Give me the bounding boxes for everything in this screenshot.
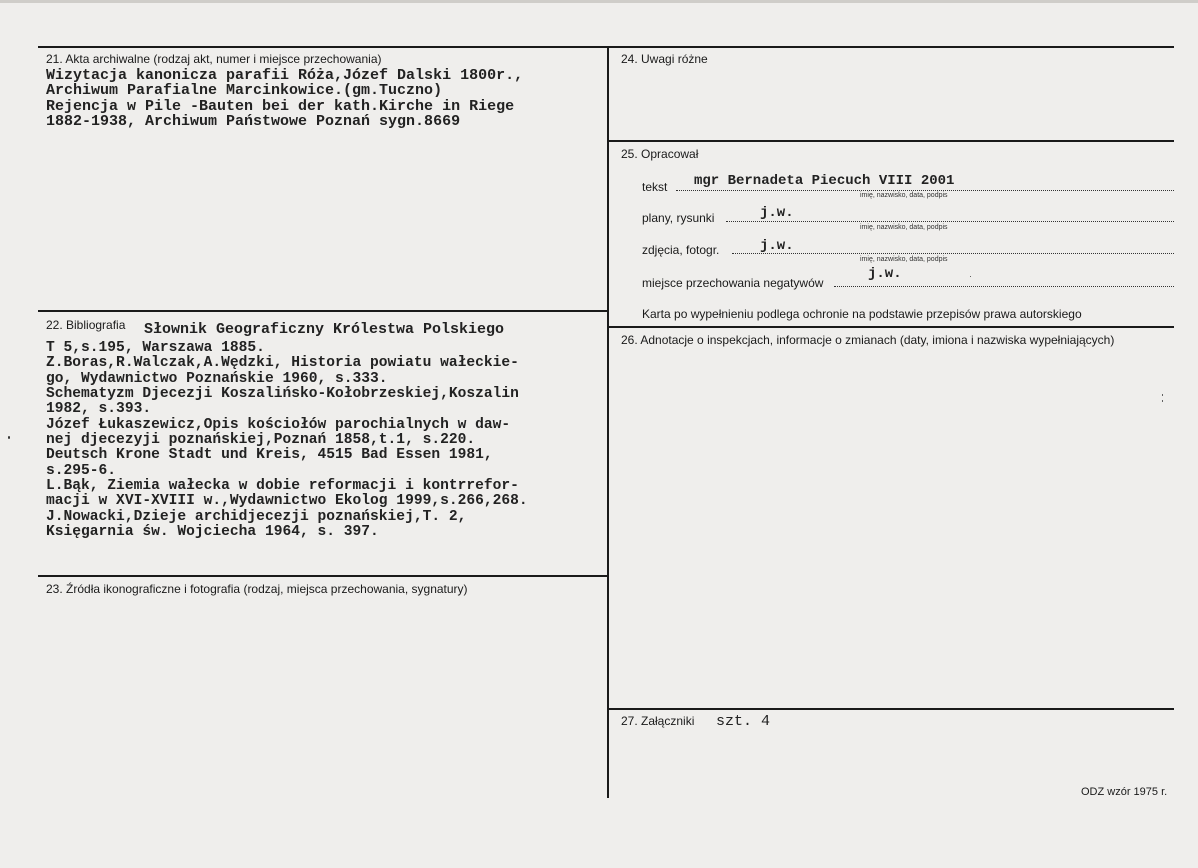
zdjecia-dotted-line	[732, 253, 1174, 254]
rule-24-25	[608, 140, 1174, 142]
plany-value: j.w.	[760, 205, 794, 221]
section-21-text: Wizytacja kanonicza parafii Róża,Józef Dalski 1800r., Archiwum Parafialne Marcinkowice.(gm.Tuczno) Rejencja w Pile -Bauten bei der kath.Kirche in Riege 1882-1938, Archiwum Państwowe Poznań sygn.8669	[46, 67, 524, 131]
section-25-label: 25. Opracował	[621, 147, 699, 161]
plany-label: plany, rysunki	[642, 211, 715, 225]
plany-hint: imię, nazwisko, data, podpis	[860, 224, 948, 231]
rule-22-23	[38, 575, 608, 577]
rule-21-22	[38, 310, 608, 312]
section-22-label: 22. Bibliografia	[46, 318, 126, 332]
form-footer: ODZ wzór 1975 r.	[1081, 786, 1168, 798]
tekst-dotted-line	[676, 190, 1174, 191]
zdjecia-value: j.w.	[760, 238, 794, 254]
copyright-note: Karta po wypełnieniu podlega ochronie na podstawie przepisów prawa autorskiego	[642, 307, 1082, 321]
tekst-label: tekst	[642, 180, 668, 194]
miejsce-dotted-line	[834, 286, 1174, 287]
miejsce-value: j.w.	[868, 266, 902, 282]
top-rule	[38, 46, 1174, 48]
card-top-edge	[0, 0, 1198, 3]
plany-dotted-line	[726, 221, 1174, 222]
section-23-label: 23. Źródła ikonograficzne i fotografia (rodzaj, miejsca przechowania, sygnatury)	[46, 582, 468, 596]
paper-speck	[970, 276, 971, 277]
center-divider	[607, 46, 609, 798]
zdjecia-label: zdjęcia, fotogr.	[642, 243, 720, 257]
paper-speck	[1162, 400, 1163, 402]
section-24-label: 24. Uwagi różne	[621, 52, 708, 66]
miejsce-label: miejsce przechowania negatywów	[642, 276, 824, 290]
paper-speck	[8, 436, 10, 439]
rule-25-26	[608, 326, 1174, 328]
section-27-label: 27. Załączniki	[621, 714, 695, 728]
section-22-text: T 5,s.195, Warszawa 1885. Z.Boras,R.Walczak,A.Wędzki, Historia powiatu wałeckie- go, Wydawnictwo Poznańskie 1960, s.333. Schematyzm Djecezji Koszalińsko-Kołobrzeskiej,Koszalin 1982, s.393. Józef Łukaszewicz,Opis kościołów parochialnych w daw- nej djecezyji poznańskiej,Poznań 1858,t.1, s.220. Deutsch Krone Stadt und Kreis, 4515 Bad Essen 1981, s.295-6. L.Bąk, Ziemia wałecka w dobie reformacji i kontrrefor- macji w XVI-XVIII w.,Wydawnictwo Ekolog 1999,s.266,268. J.Nowacki,Dzieje archidjecezji poznańskiej,T. 2, Księgarnia św. Wojciecha 1964, s. 397.	[46, 340, 528, 541]
rule-26-27	[608, 708, 1174, 710]
section-27-value: szt. 4	[716, 713, 771, 730]
zdjecia-hint: imię, nazwisko, data, podpis	[860, 256, 948, 263]
tekst-hint: imię, nazwisko, data, podpis	[860, 192, 948, 199]
section-22-first-line: Słownik Geograficzny Królestwa Polskiego	[144, 321, 505, 338]
section-26-label: 26. Adnotacje o inspekcjach, informacje o zmianach (daty, imiona i nazwiska wypełniających)	[621, 333, 1115, 347]
tekst-value: mgr Bernadeta Piecuch VIII 2001	[694, 173, 955, 189]
paper-speck	[1162, 394, 1163, 396]
section-21-label: 21. Akta archiwalne (rodzaj akt, numer i miejsce przechowania)	[46, 52, 382, 66]
